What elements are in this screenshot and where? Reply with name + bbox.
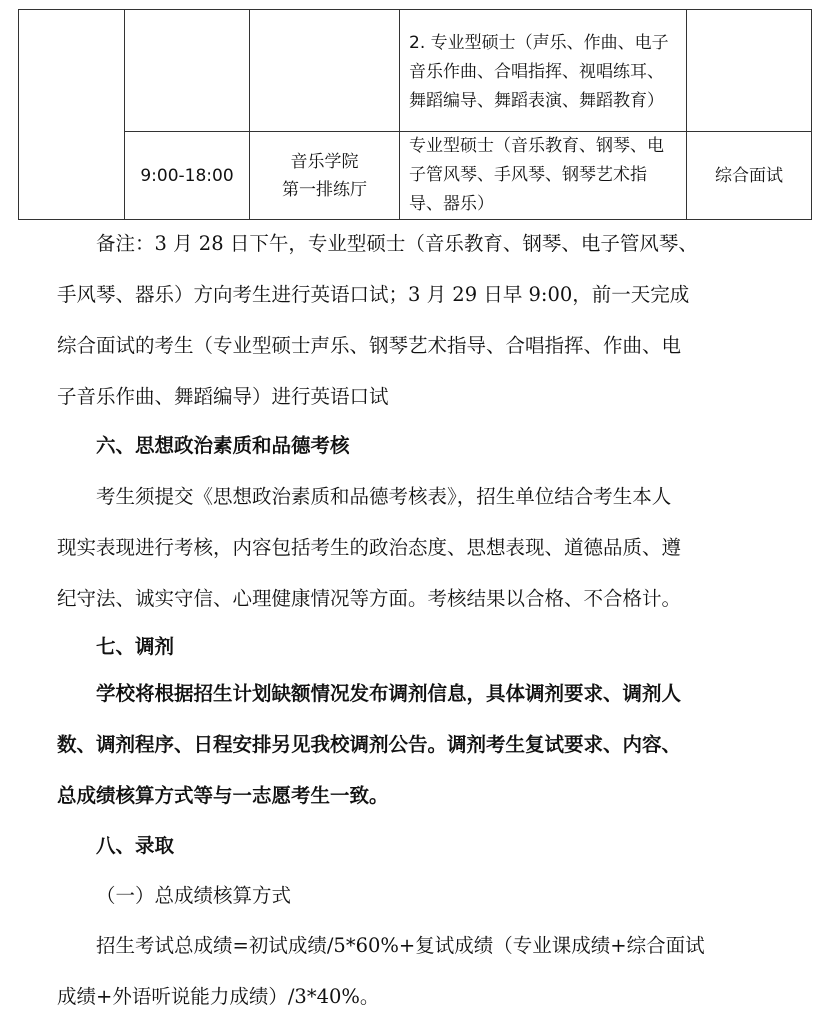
location-cell xyxy=(250,10,400,132)
section-6-paragraph xyxy=(57,471,787,624)
section-8-subheading: （一）总成绩核算方式 xyxy=(96,884,292,907)
text-line: 子音乐作曲、舞蹈编导）进行英语口试 xyxy=(57,385,389,408)
table-row xyxy=(19,132,812,220)
schedule-table xyxy=(18,9,812,220)
text-line: 考生须提交《思想政治素质和品德考核表》，招生单位结合考生本人 xyxy=(96,485,672,508)
note-paragraph xyxy=(57,218,787,422)
section-8-paragraph xyxy=(57,920,787,1022)
section-7-paragraph xyxy=(57,668,787,821)
text-line: 综合面试的考生（专业型硕士声乐、钢琴艺术指导、合唱指挥、作曲、电 xyxy=(57,334,682,357)
section-6-heading: 六、思想政治素质和品德考核 xyxy=(96,434,350,457)
major-cell: 专业型硕士（音乐教育、钢琴、电子管风琴、手风琴、钢琴艺术指导、器乐） xyxy=(400,132,687,220)
text-line: 数、调剂程序、日程安排另见我校调剂公告。调剂考生复试要求、内容、 xyxy=(57,733,682,756)
text-line: 手风琴、器乐）方向考生进行英语口试；3 月 29 日早 9:00，前一天完成 xyxy=(57,283,690,306)
section-heading xyxy=(57,621,787,672)
section-heading xyxy=(57,420,787,471)
text-line: 招生考试总成绩=初试成绩/5*60%+复试成绩（专业课成绩+综合面试 xyxy=(96,934,705,957)
date-cell xyxy=(19,10,125,220)
text-line: 纪守法、诚实守信、心理健康情况等方面。考核结果以合格、不合格计。 xyxy=(57,587,682,610)
text-line: 现实表现进行考核，内容包括考生的政治态度、思想表现、道德品质、遵 xyxy=(57,536,682,559)
location-line: 第一排练厅 xyxy=(282,179,367,200)
text-line: 备注：3 月 28 日下午，专业型硕士（音乐教育、钢琴、电子管风琴、 xyxy=(96,232,698,255)
location-cell xyxy=(250,132,400,220)
text-line: 学校将根据招生计划缺额情况发布调剂信息，具体调剂要求、调剂人 xyxy=(96,682,682,705)
section-8-heading: 八、录取 xyxy=(96,834,175,857)
location-line: 音乐学院 xyxy=(290,151,359,172)
text-line: 总成绩核算方式等与一志愿考生一致。 xyxy=(57,784,389,807)
section-7-heading: 七、调剂 xyxy=(96,635,175,658)
exam-cell xyxy=(687,10,812,132)
subsection-heading xyxy=(57,870,787,921)
table-row xyxy=(19,10,812,132)
exam-cell: 综合面试 xyxy=(687,132,812,220)
section-heading xyxy=(57,820,787,871)
major-cell: 2. 专业型硕士（声乐、作曲、电子音乐作曲、合唱指挥、视唱练耳、舞蹈编导、舞蹈表演、舞蹈教育） xyxy=(400,10,687,132)
time-cell xyxy=(125,10,250,132)
text-line: 成绩+外语听说能力成绩）/3*40%。 xyxy=(57,985,380,1008)
time-cell: 9:00-18:00 xyxy=(125,132,250,220)
